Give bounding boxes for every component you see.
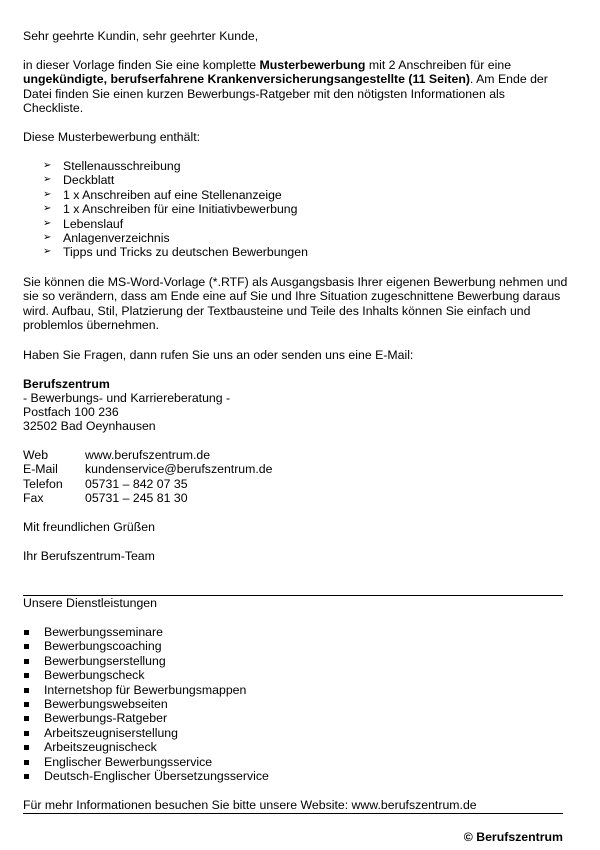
greeting: Sehr geehrte Kundin, sehr geehrter Kunde, (23, 29, 259, 43)
intro-text-3: . Am Ende der Datei finden Sie einen kurzen Bewerbungs-Ratgeber mit den nötigsten Informationen als Checkliste. (23, 72, 548, 116)
list-item: ➢ Lebenslauf (43, 216, 124, 231)
intro-text-2: mit 2 Anschreiben für eine (365, 58, 512, 72)
copyright: © Berufszentrum (463, 830, 563, 844)
arrow-bullet-icon: ➢ (43, 160, 52, 171)
square-bullet-icon (24, 644, 29, 649)
list-item: Bewerbungsseminare (23, 625, 269, 639)
square-bullet-icon (24, 745, 29, 750)
list-item: Englischer Bewerbungsservice (23, 755, 269, 769)
list-item: Bewerbungs-Ratgeber (23, 711, 269, 725)
org-name: Berufszentrum (23, 377, 110, 391)
list-item: ➢ Tipps und Tricks zu deutschen Bewerbungen (43, 245, 308, 260)
arrow-bullet-icon: ➢ (43, 174, 52, 186)
closing: Mit freundlichen Grüßen (23, 520, 155, 534)
square-bullet-icon (24, 630, 29, 635)
email-link[interactable]: kundenservice@berufszentrum.de (85, 462, 273, 476)
list-item: ➢ 1 x Anschreiben für eine Initiativbewerbung (43, 202, 298, 217)
org-tagline: - Bewerbungs- und Karriereberatung - (23, 391, 231, 405)
intro-paragraph (23, 58, 568, 116)
usage-paragraph: Sie können die MS-Word-Vorlage (*.RTF) als Ausgangsbasis Ihrer eigenen Bewerbung nehmen und sie so verändern, dass am Ende eine auf Sie und Ihre Situation zugeschnittene Bewerbung daraus wird. Aufbau, Stil, Platzierung der Textbausteine und Teile des Inhalts können Sie einfach und problemlos übernehmen. (23, 275, 568, 333)
list-item: Arbeitszeugnischeck (23, 740, 269, 754)
services-heading: Unsere Dienstleistungen (23, 596, 157, 610)
square-bullet-icon (24, 760, 29, 765)
intro-text-1: in dieser Vorlage finden Sie eine komplette (23, 58, 260, 72)
arrow-bullet-icon: ➢ (43, 217, 52, 229)
square-bullet-icon (24, 731, 29, 736)
website-link[interactable]: www.berufszentrum.de (85, 448, 211, 462)
list-item: Bewerbungserstellung (23, 654, 269, 668)
list-item: ➢ 1 x Anschreiben auf eine Stellenanzeige (43, 187, 282, 202)
square-bullet-icon (24, 774, 29, 779)
list-item: Bewerbungswebseiten (23, 697, 269, 711)
arrow-bullet-icon: ➢ (43, 246, 52, 258)
postbox: Postfach 100 236 (23, 405, 119, 419)
signature: Ihr Berufszentrum-Team (23, 549, 155, 563)
contents-heading: Diese Musterbewerbung enthält: (23, 130, 201, 144)
square-bullet-icon (24, 659, 29, 664)
contents-list (23, 159, 308, 260)
square-bullet-icon (24, 688, 29, 693)
intro-bold-2: ungekündigte, berufserfahrene Krankenversicherungsangestellte (11 Seiten) (23, 72, 470, 87)
city: 32502 Bad Oeynhausen (23, 419, 156, 433)
arrow-bullet-icon: ➢ (43, 188, 52, 200)
list-item: Deutsch-Englischer Übersetzungsservice (23, 769, 269, 783)
list-item: ➢ Anlagenverzeichnis (43, 230, 170, 245)
list-item: ➢ Stellenausschreibung (43, 159, 181, 173)
bottom-divider (23, 813, 563, 814)
square-bullet-icon (24, 702, 29, 707)
list-item: Arbeitszeugniserstellung (23, 726, 269, 740)
list-item: ➢ Deckblatt (43, 173, 115, 188)
services-list (23, 625, 269, 783)
list-item: Bewerbungscoaching (23, 639, 269, 653)
more-info-text: Für mehr Informationen besuchen Sie bitte unsere Website: www.berufszentrum.de (23, 798, 477, 812)
list-item: Internetshop für Bewerbungsmappen (23, 683, 269, 697)
questions-text: Haben Sie Fragen, dann rufen Sie uns an oder senden uns eine E-Mail: (23, 348, 414, 362)
list-item: Bewerbungscheck (23, 668, 269, 682)
square-bullet-icon (24, 716, 29, 721)
arrow-bullet-icon: ➢ (43, 203, 52, 215)
intro-bold-1: Musterbewerbung (259, 58, 366, 72)
square-bullet-icon (24, 673, 29, 678)
arrow-bullet-icon: ➢ (43, 231, 52, 243)
